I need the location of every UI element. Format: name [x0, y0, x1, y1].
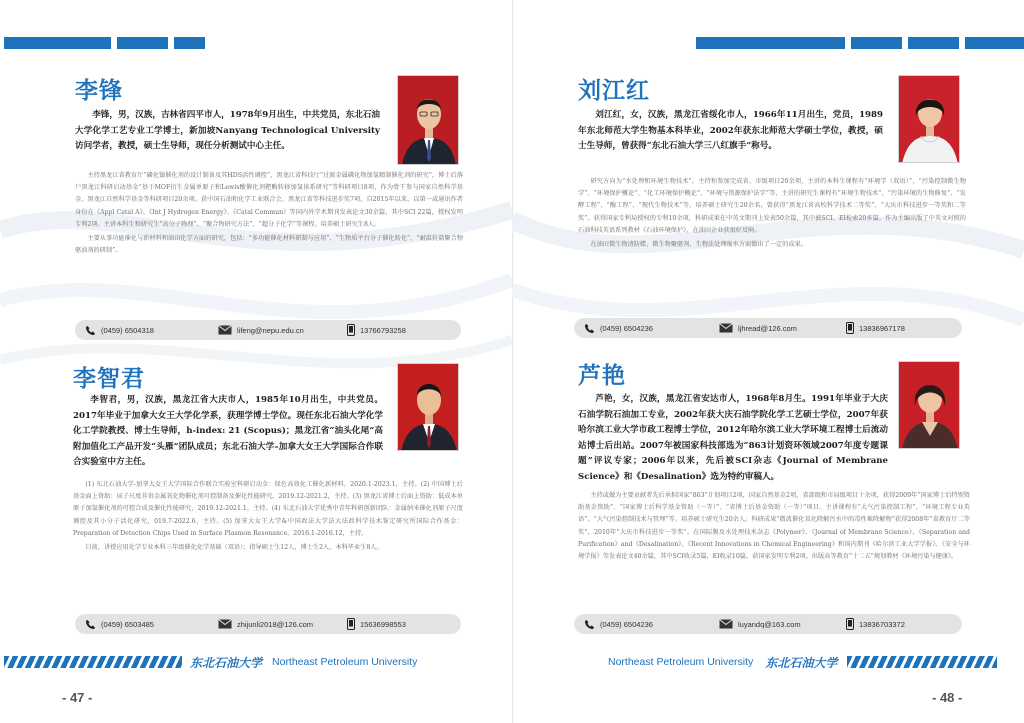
body-paragraph: 研究方向为“水处理和环境生物技术”，主持和参加完成省、市级项目20余项，主讲的本科生课程有“环境学（双语）”、“污染控制微生物学”、“环境保护概论”、“化工环境保护概论”、“环境与资源保护法学”等，主讲的研究生课程有“环境生物技术”、“污染环境的生物修复”、“发酵工程”、“酶工程”、“现代生物技术”等，培养硕士研究生20余名。曾获得“黑龙江省高校科学技术二等奖”、“大庆市科技进步一等奖和二等奖”。获得国家专利局授权的专利10余项，科研成果在中英文期刊上发表50余篇，其中被SCI、EI检索20多篇。作为主编出版了中英文对照的石油科技英语系列教材《石油环境保护》，在油田企业获很好反响。: [578, 178, 966, 234]
contact-email[interactable]: lifeng@nepu.edu.cn: [237, 325, 304, 335]
body-paragraph: 目前，讲授应用化学专业本科三年级催化化学基础（双语）；指导硕士生12人，博士生2人，本科毕业生8人。: [85, 544, 383, 552]
contact-mobile: 15636998553: [360, 619, 406, 629]
mobile-icon: [347, 324, 355, 336]
contact-mobile: 13836967178: [859, 323, 905, 333]
contact-bar: [574, 318, 962, 338]
email-icon: [719, 323, 733, 333]
profile-body: [578, 176, 966, 253]
footer-stripes: [847, 656, 997, 668]
profile-intro: 芦艳，女，汉族，黑龙江省安达市人，1968年8月生。1991年毕业于大庆石油学院石油加工专业，2002年获大庆石油学院化学工艺硕士学位，2007年获哈尔滨工业大学市政工程博士学位，2012年哈尔滨工业大学环境工程博士后流动站博士后出站。2007年被国家科技部选为“863计划资环领域2007年度专题课题”评议专家；2006年以来，先后被SCI杂志《Journal of Membrane Science》和《Desalination》选为特约审稿人。: [578, 394, 888, 482]
portrait-photo: [898, 361, 960, 449]
profile-intro: 李锋，男，汉族，吉林省四平市人，1978年9月出生，中共党员，东北石油大学化学工艺专业工学博士，新加坡Nanyang Technological University访问学者，教授，硕士生导师，现任分析测试中心主任。: [75, 110, 380, 151]
page-48: [512, 0, 1024, 723]
footer-stripes: [4, 656, 182, 668]
phone-icon: [85, 325, 96, 336]
mobile-icon: [846, 618, 854, 630]
page-number: - 47 -: [62, 690, 93, 705]
contact-bar: [75, 614, 461, 634]
portrait-photo: [397, 75, 459, 165]
portrait-photo: [397, 363, 459, 451]
profile-name: 芦艳: [578, 363, 626, 389]
footer: [4, 655, 417, 669]
email-icon: [218, 325, 232, 335]
contact-phone: (0459) 6503485: [101, 619, 154, 629]
mobile-icon: [347, 618, 355, 630]
contact-email[interactable]: luyandq@163.com: [738, 619, 801, 629]
email-icon: [719, 619, 733, 629]
university-logo: 东北石油大学: [765, 655, 838, 670]
header-bars: [4, 37, 205, 49]
contact-email[interactable]: ljhread@126.com: [738, 323, 797, 333]
profile-intro: 刘江红，女，汉族，黑龙江省绥化市人，1966年11月出生，党员，1989年东北师范大学生物基本科毕业，2002年获东北师范大学硕士学位，教授，硕士生导师，曾获得“东北石油大学三八红旗手”称号。: [578, 110, 883, 151]
phone-icon: [85, 619, 96, 630]
profile-body: [75, 170, 463, 259]
profile-name: 刘江红: [578, 78, 650, 104]
body-paragraph: (1) 东北石油大学-加拿大女王大学国际合作联合实验室科研启动金：绿色高效化工催化新材料，2020.1-2023.1，主持。(2) 中国博士后基金面上资助：尿子尺度非贵金属氧化物催化剂可控制备及催化性能研究，2019.12-2021.2，主持。(3) 黑龙江省博士后面上资助：低成本单原子加氢催化剂的可控合成及催化性能研究，2019.12-2021.1，主持。(4) 东北石油大学优秀中青年科研创新团队：金属纳米催化剂原子尺度调控及其小分子活化研究，019.7-2022.6，主持。(5) 加拿大女王大学&中国政法大学法大法政科学技术鉴定研究所国际合作基金：Preparation of Detection Chips Used in Surface Plasmon Resonance，2016.1-2016.12，主持。: [73, 481, 463, 537]
contact-phone: (0459) 6504318: [101, 325, 154, 335]
contact-mobile: 13766793258: [360, 325, 406, 335]
body-paragraph: 主持或做为主要贡献者先后承担国家“863”计划项目2项，国家自然基金2项，省部级和市局级项目十余项，获得2009年“国家博士后特别资助基金资助”、“国家博士后科学基金资助（一等）”、“省博士后基金资助（一等）”项目。主讲课程有“大气污染控制工程”、“环境工程专业英语”、“大气污染控制技术与管理”等。培养硕士研究生20余人。科研成果“微波催化氧化降解污水中的毒性难降解物”获得2008年“省教育厅二等奖”，2010年“大庆市科技进步一等奖”。在国际膜及水处理技术杂志《Polymer》、《Journal of Membrane Science》、《Separation and Purification》and《Desalination》、《Recent Innovations in Chemical Engineering》和国内期刊《哈尔滨工业大学学报》、《安全与环境学报》等发表论文40余篇，其中SCI收录5篇，EI收录10篇。获国家发明专利2项。出版高等教育“十二五”规划教材《环境污染与健康》。: [578, 492, 970, 561]
contact-bar: [75, 320, 461, 340]
contact-phone: (0459) 6504236: [600, 619, 653, 629]
contact-email[interactable]: zhijunli2018@126.com: [237, 619, 313, 629]
contact-phone: (0459) 6504236: [600, 323, 653, 333]
footer: [608, 655, 997, 669]
contact-mobile: 13836703372: [859, 619, 905, 629]
phone-icon: [584, 619, 595, 630]
page-number: - 48 -: [932, 690, 963, 705]
portrait-photo: [898, 75, 960, 163]
university-logo: 东北石油大学: [190, 655, 263, 670]
profile-body: [578, 490, 970, 565]
phone-icon: [584, 323, 595, 334]
profile-intro: 李智君，男，汉族，黑龙江省大庆市人，1985年10月出生，中共党员。2017年毕业于加拿大女王大学化学系，获理学博士学位。现任东北石油大学化学化工学院教授、博士生导师，h-index: 21 (Scopus)；黑龙江省“油头化尾”高附加值化工产品开发“头雁”团队成员；东北石油大学–加拿大女王大学国际合作联合实验室中方主任。: [73, 395, 383, 467]
email-icon: [218, 619, 232, 629]
profile-name: 李智君: [73, 366, 145, 392]
body-paragraph: 主要从事功能催化与新材料和油田化学方面的研究，包括：“多功能催化材料研制与应用”、“生物质平台分子催化转化”、“耐温抗盐聚合物驱油剂的研制”。: [75, 235, 463, 255]
profile-name: 李锋: [75, 78, 123, 104]
contact-bar: [574, 614, 962, 634]
body-paragraph: 主持黑龙江省教育厅“磷化镍催化剂的设计制备及其HDS活性调控”，黑龙江省科技厅“过渡金属磷化物加氢精制催化剂的研究”，博士后落户黑龙江科研启动基金“基于MOF衍生金属单原子和Lewis酸催化剂靶酶转移加氢体系研究”等科研项目8项，作为骨干参与国家自然科学基金、黑龙江自然科学基金等科研项目20余项。获中国石油和化学工业联合会、黑龙江省等科技进步奖7项。自2015年以来，以第一或通讯作者身份在《Appl Catal A》、《Int J Hydrogen Energy》、《Catal Commun》等国内外学术期刊发表论文30余篇，其中SCI 22篇，授权发明专利2项。主讲本科生和研究生“高分子物理”、“聚合物研究方法”、“超分子化学”等课程。培养硕士研究生8人。: [75, 172, 463, 228]
header-bars: [696, 37, 1024, 49]
mobile-icon: [846, 322, 854, 334]
university-name-en: Northeast Petroleum University: [608, 656, 754, 668]
body-paragraph: 在油田微生物清防蜡，微生物聚驱剂，生物法处理废水方面做出了一定的成果。: [590, 241, 807, 249]
university-name-en: Northeast Petroleum University: [272, 656, 418, 668]
profile-body: [73, 479, 463, 556]
